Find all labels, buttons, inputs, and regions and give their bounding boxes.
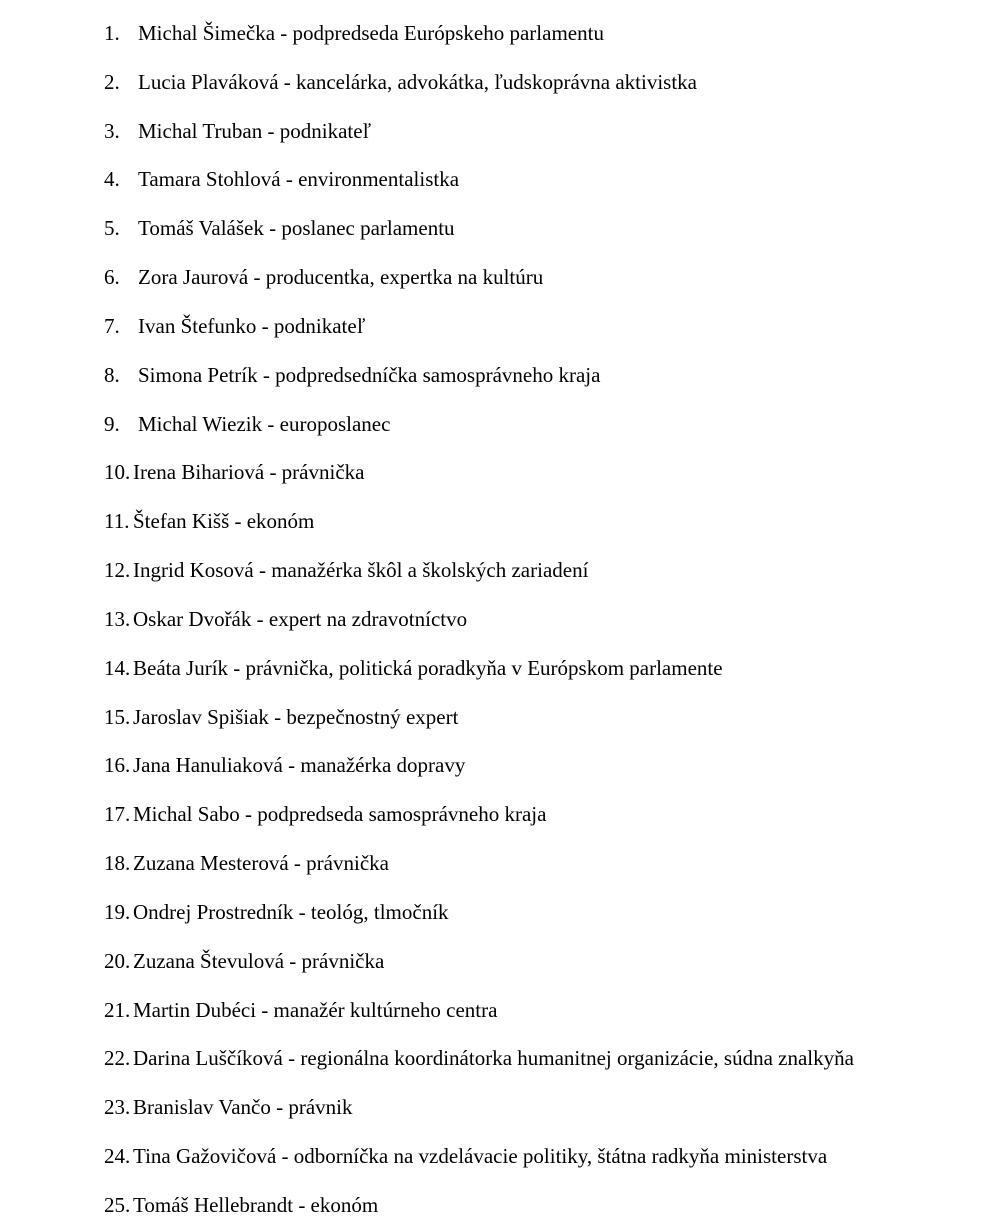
item-text: Tamara Stohlová - environmentalistka: [138, 167, 460, 192]
item-text: Zora Jaurová - producentka, expertka na kultúru: [138, 265, 544, 290]
item-text: Tomáš Hellebrandt - ekonóm: [133, 1192, 379, 1217]
list-item: [0, 58, 1000, 107]
list-item: [0, 400, 1000, 449]
list-item: [0, 497, 1000, 546]
item-number: 8.: [104, 362, 120, 387]
item-text: Jana Hanuliaková - manažérka dopravy: [133, 753, 466, 778]
item-text: Michal Sabo - podpredseda samosprávneho kraja: [133, 802, 547, 827]
item-text: Tina Gažovičová - odborníčka na vzdelávacie politiky, štátna radkyňa ministerstva: [133, 1144, 828, 1169]
item-number: 22.: [104, 1046, 131, 1071]
item-text: Jaroslav Spišiak - bezpečnostný expert: [133, 704, 459, 729]
item-number: 11.: [104, 509, 130, 534]
item-number: 25.: [104, 1192, 131, 1217]
list-item: [0, 790, 1000, 839]
list-item: [0, 448, 1000, 497]
item-number: 4.: [104, 167, 120, 192]
item-text: Zuzana Mesterová - právnička: [133, 851, 389, 876]
item-number: 18.: [104, 851, 131, 876]
list-item: [0, 986, 1000, 1035]
list-item: [0, 693, 1000, 742]
list-item: [0, 839, 1000, 888]
item-text: Michal Truban - podnikateľ: [138, 118, 372, 143]
list-item: [0, 937, 1000, 986]
item-number: 24.: [104, 1144, 131, 1169]
item-number: 2.: [104, 69, 120, 94]
list-item: [0, 1132, 1000, 1181]
item-number: 23.: [104, 1095, 131, 1120]
item-text: Simona Petrík - podpredsedníčka samosprávneho kraja: [138, 362, 601, 387]
list-item: [0, 1083, 1000, 1132]
item-number: 15.: [104, 704, 131, 729]
item-number: 1.: [104, 21, 120, 45]
item-number: 9.: [104, 411, 120, 436]
item-number: 12.: [104, 558, 131, 583]
list-item: [0, 204, 1000, 253]
item-number: 5.: [104, 216, 120, 241]
item-number: 17.: [104, 802, 131, 827]
item-text: Irena Bihariová - právnička: [133, 460, 365, 485]
item-text: Michal Šimečka - podpredseda Európskeho parlamentu: [138, 21, 604, 45]
item-number: 13.: [104, 606, 131, 631]
list-item: [0, 741, 1000, 790]
item-text: Darina Luščíková - regionálna koordinátorka humanitnej organizácie, súdna znalkyňa: [133, 1046, 854, 1071]
item-text: Martin Dubéci - manažér kultúrneho centra: [133, 997, 498, 1022]
list-item: [0, 644, 1000, 693]
list-item: [0, 351, 1000, 400]
item-number: 20.: [104, 948, 131, 973]
list-item: [0, 546, 1000, 595]
item-number: 10.: [104, 460, 131, 485]
list-item: [0, 1034, 1000, 1083]
item-text: Ingrid Kosová - manažérka škôl a školských zariadení: [133, 558, 589, 583]
list-item: [0, 1181, 1000, 1230]
item-text: Lucia Plaváková - kancelárka, advokátka, ľudskoprávna aktivistka: [138, 69, 697, 94]
list-item: [0, 302, 1000, 351]
item-number: 16.: [104, 753, 131, 778]
list-item: [0, 107, 1000, 156]
item-text: Štefan Kišš - ekonóm: [133, 509, 315, 534]
list-item: [0, 9, 1000, 58]
item-number: 21.: [104, 997, 131, 1022]
item-number: 6.: [104, 265, 120, 290]
list-item: [0, 155, 1000, 204]
candidate-list: [0, 9, 1000, 1230]
item-text: Michal Wiezik - europoslanec: [138, 411, 391, 436]
list-item: [0, 595, 1000, 644]
item-text: Oskar Dvořák - expert na zdravotníctvo: [133, 606, 468, 631]
item-text: Tomáš Valášek - poslanec parlamentu: [138, 216, 455, 241]
item-text: Zuzana Števulová - právnička: [133, 948, 385, 973]
item-text: Ondrej Prostredník - teológ, tlmočník: [133, 899, 449, 924]
item-number: 14.: [104, 655, 131, 680]
item-number: 19.: [104, 899, 131, 924]
list-item: [0, 888, 1000, 937]
item-text: Branislav Vančo - právnik: [133, 1095, 353, 1120]
item-text: Beáta Jurík - právnička, politická poradkyňa v Európskom parlamente: [133, 655, 723, 680]
item-number: 7.: [104, 313, 120, 338]
list-item: [0, 253, 1000, 302]
item-text: Ivan Štefunko - podnikateľ: [138, 313, 366, 338]
item-number: 3.: [104, 118, 120, 143]
